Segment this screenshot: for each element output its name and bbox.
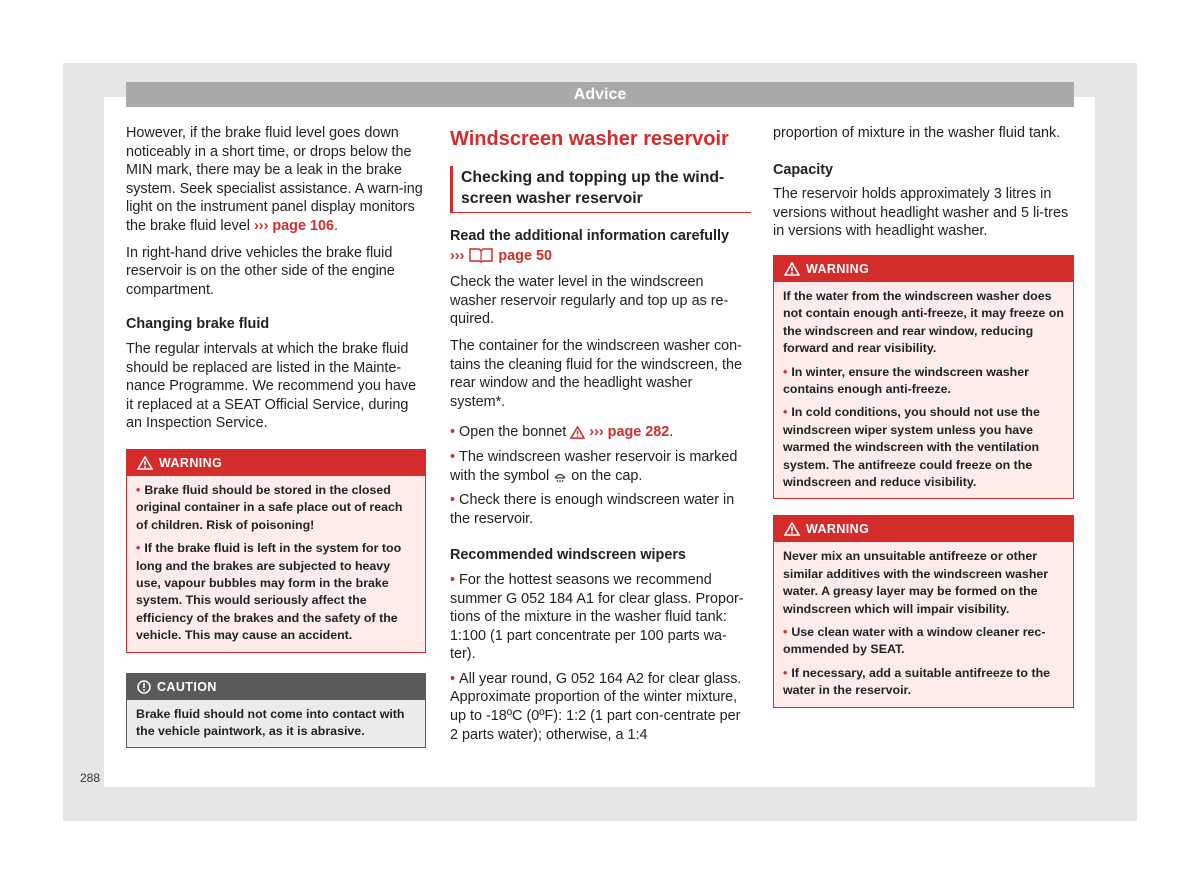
warning-label: WARNING <box>806 261 870 276</box>
link-prefix: ››› <box>450 247 465 264</box>
text: Open the bonnet <box>459 424 567 441</box>
paragraph: In right-hand drive vehicles the brake fluid reservoir is on the other side of the engine compartment. <box>126 244 395 298</box>
text: The windscreen washer reservoir is marked with the symbol <box>450 448 738 484</box>
column-3 <box>773 124 1074 708</box>
warning-body <box>127 476 425 652</box>
warning-box <box>773 515 1074 707</box>
paragraph <box>126 124 426 236</box>
warning-header <box>127 450 425 476</box>
page-title: Windscreen washer reservoir <box>450 128 729 150</box>
page-link[interactable]: page 50 <box>498 247 552 264</box>
list-item <box>450 448 751 485</box>
warning-body <box>774 542 1073 706</box>
subheading: Capacity <box>773 161 833 178</box>
warning-triangle-icon <box>570 426 585 439</box>
read-more-line <box>450 246 751 266</box>
text: . <box>669 424 674 441</box>
paragraph: proportion of mixture in the washer fluid tank. <box>773 125 1061 141</box>
list-item: • All year round, G 052 164 A2 for clear glass. Approximate proportion of the winter mixture, up to -18ºC (0ºF): 1:2 (1 part con-centrate per 2 parts water); otherwise, a 1:4 <box>450 670 751 744</box>
caution-header <box>127 674 425 700</box>
list-item: • In cold conditions, you should not use the windscreen wiper system unless you have warmed the windscreen with the ventilation system. The antifreeze could freeze on the windscreen and reduce visibility. <box>783 404 1065 491</box>
section-title: Checking and topping up the wind-screen washer reservoir <box>450 166 751 213</box>
text: However, if the brake fluid level goes down noticeably in a short time, or drops below the MIN mark, there may be a leak in the brake system. Seek specialist assistance. A warn-ing light on the instrument panel display monitors the brake fluid level <box>126 125 423 234</box>
warning-header <box>774 256 1073 282</box>
washer-symbol-icon <box>553 470 567 483</box>
warning-label: WARNING <box>806 522 870 537</box>
subheading: Changing brake fluid <box>126 316 270 333</box>
book-icon <box>468 246 494 263</box>
paragraph: Check the water level in the windscreen washer reservoir regularly and top up as re-quired. <box>450 274 729 328</box>
warning-intro: Never mix an unsuitable antifreeze or other similar additives with the windscreen washer water. A greasy layer may be formed on the windscreen which will impair visibility. <box>783 549 1049 616</box>
list-item: • If necessary, add a suitable antifreeze to the water in the reservoir. <box>783 665 1065 700</box>
list-item: • Brake fluid should be stored in the closed original container in a safe place out of reach of children. Risk of poisoning! <box>136 482 417 534</box>
column-2 <box>450 124 751 750</box>
page-link[interactable]: ››› page 282 <box>589 424 670 441</box>
text: . <box>333 217 338 234</box>
warning-label: WARNING <box>159 455 223 470</box>
list-item: • For the hottest seasons we recommend summer G 052 184 A1 for clear glass. Propor-tions of the mixture in the washer fluid tank: 1:100 (1 part concentrate per 100 parts wa-ter). <box>450 571 751 664</box>
warning-triangle-icon <box>137 456 153 470</box>
subheading: Recommended windscreen wipers <box>450 547 686 564</box>
info-circle-icon <box>137 680 151 694</box>
paragraph: The regular intervals at which the brake fluid should be replaced are listed in the Mainte-nance Programme. We recommend you have it replaced at a SEAT Official Service, during an Inspection Service. <box>126 340 417 432</box>
warning-triangle-icon <box>784 522 800 536</box>
paragraph: The reservoir holds approximately 3 litres in versions without headlight washer and 5 li-tres in versions with headlight washer. <box>773 186 1069 240</box>
list-item: • In winter, ensure the windscreen washer contains enough anti-freeze. <box>783 364 1065 399</box>
section-header: Advice <box>126 82 1074 107</box>
warning-body <box>774 282 1073 498</box>
list-item: • If the brake fluid is left in the system for too long and the brakes are subjected to heavy use, vapour bubbles may form in the brake system. This would seriously affect the efficiency of the brakes and the safety of the vehicle. This may cause an accident. <box>136 540 417 644</box>
list-item <box>450 423 751 442</box>
warning-box <box>126 449 426 653</box>
column-1 <box>126 124 426 748</box>
read-more-label: Read the additional information carefully <box>450 228 730 244</box>
list-item: • Use clean water with a window cleaner rec-ommended by SEAT. <box>783 624 1065 659</box>
warning-intro: If the water from the windscreen washer does not contain enough anti-freeze, it may freeze on the windscreen and rear window, reducing forward and rear visibility. <box>783 288 1064 356</box>
list-item: • Check there is enough windscreen water in the reservoir. <box>450 491 751 528</box>
warning-triangle-icon <box>784 262 800 276</box>
page-link[interactable]: ››› page 106 <box>254 217 334 234</box>
caution-label: CAUTION <box>157 679 217 694</box>
text: on the cap. <box>571 467 643 484</box>
page-number: 288 <box>80 771 101 785</box>
paragraph: The container for the windscreen washer con-tains the cleaning fluid for the windscreen, the rear window and the headlight washer system*. <box>450 337 742 410</box>
caution-body: Brake fluid should not come into contact with the vehicle paintwork, as it is abrasive. <box>127 700 425 748</box>
warning-header <box>774 516 1073 542</box>
warning-box <box>773 255 1074 499</box>
caution-box <box>126 673 426 749</box>
